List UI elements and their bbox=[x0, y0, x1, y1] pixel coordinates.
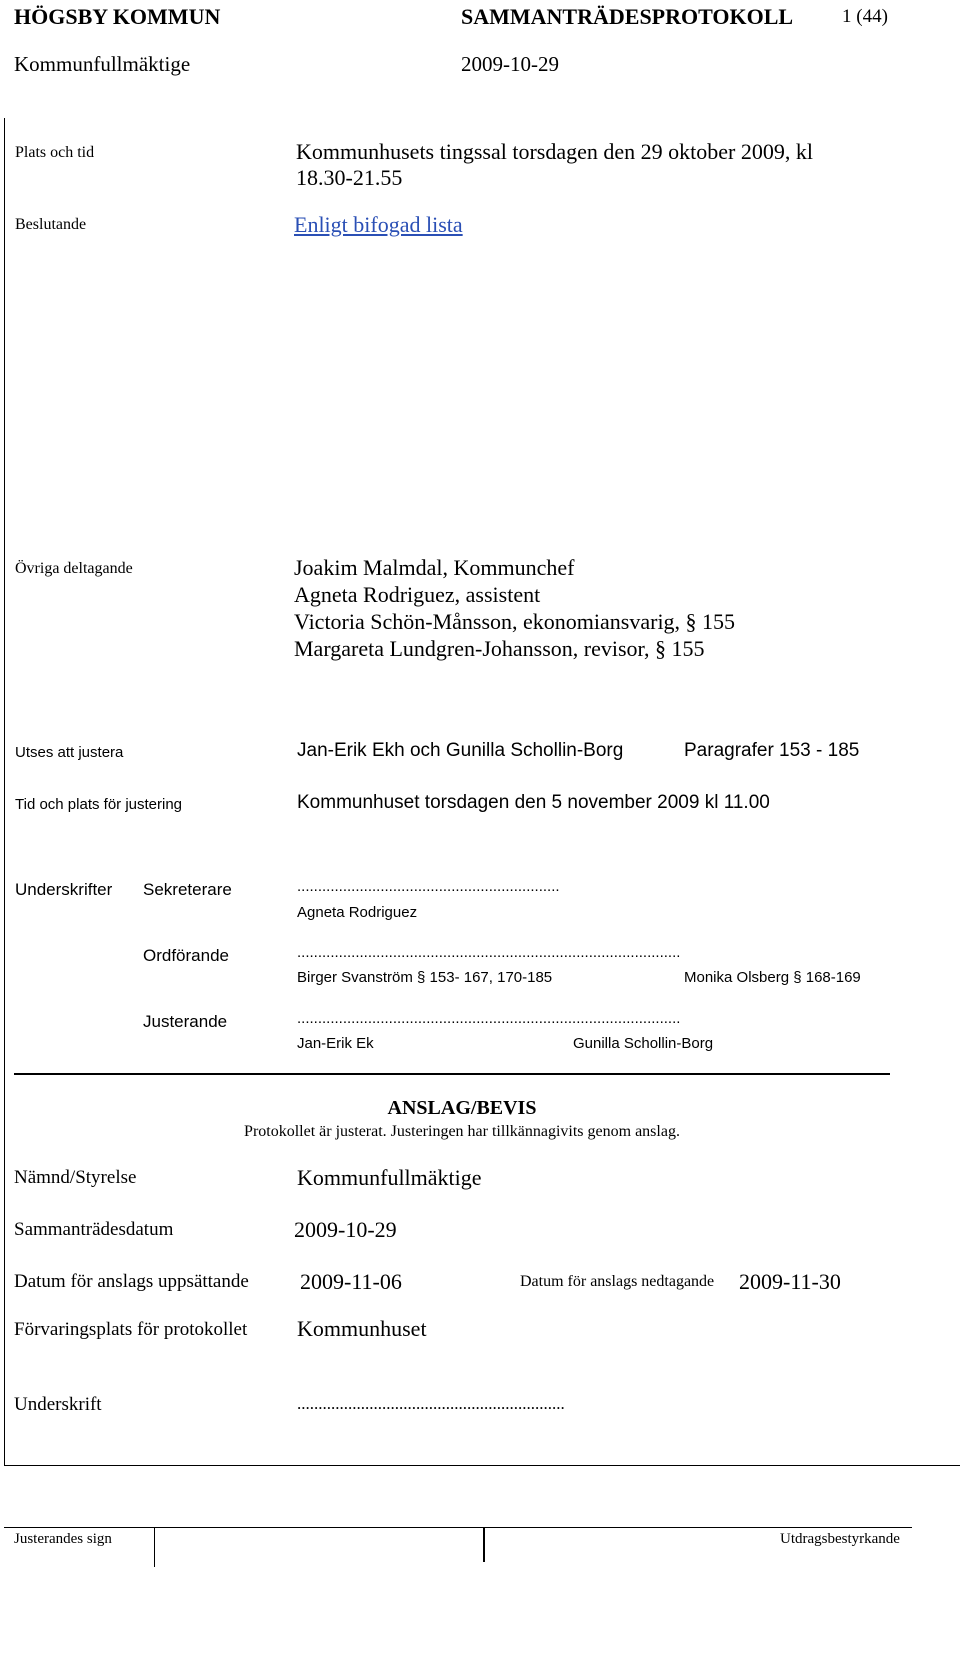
adjuster-name-1: Jan-Erik Ek bbox=[297, 1035, 374, 1052]
footer-left-divider bbox=[154, 1527, 155, 1567]
others-label: Övriga deltagande bbox=[15, 560, 133, 577]
footer-center-divider bbox=[483, 1527, 485, 1562]
deciders-label: Beslutande bbox=[15, 216, 87, 233]
footer-line bbox=[4, 1527, 912, 1528]
adjust-names: Jan-Erik Ekh och Gunilla Schollin-Borg bbox=[297, 740, 624, 761]
others-line: Margareta Lundgren-Johansson, revisor, § 155 bbox=[294, 636, 705, 661]
frame-left-line bbox=[4, 118, 5, 1466]
secretary-name: Agneta Rodriguez bbox=[297, 904, 418, 921]
secretary-label: Sekreterare bbox=[143, 880, 232, 899]
adjust-time-value: Kommunhuset torsdagen den 5 november 2009 kl 11.00 bbox=[297, 792, 770, 813]
adjuster-name-2: Gunilla Schollin-Borg bbox=[573, 1035, 714, 1052]
header-body: Kommunfullmäktige bbox=[14, 52, 191, 76]
signatures-label: Underskrifter bbox=[15, 880, 113, 899]
adjust-time-label: Tid och plats för justering bbox=[15, 796, 183, 813]
removed-label: Datum för anslags nedtagande bbox=[520, 1273, 715, 1290]
page-number: 1 (44) bbox=[842, 6, 888, 27]
secretary-signature-line: ............................................................... bbox=[297, 878, 560, 895]
document-type: SAMMANTRÄDESPROTOKOLL bbox=[461, 4, 794, 29]
sign-label: Underskrift bbox=[14, 1394, 102, 1415]
board-label: Nämnd/Styrelse bbox=[14, 1167, 137, 1188]
adjust-paragraphs: Paragrafer 153 - 185 bbox=[684, 740, 860, 761]
posted-label: Datum för anslags uppsättande bbox=[14, 1271, 249, 1292]
place-line1: Kommunhusets tingssal torsdagen den 29 oktober 2009, kl bbox=[296, 139, 813, 164]
frame-bottom-line bbox=[4, 1465, 960, 1466]
deciders-link[interactable]: Enligt bifogad lista bbox=[294, 212, 463, 237]
chair-signature-line: ............................................................................................ bbox=[297, 944, 681, 961]
notice-subtitle: Protokollet är justerat. Justeringen har tillkännagivits genom anslag. bbox=[244, 1123, 680, 1140]
storage-value: Kommunhuset bbox=[297, 1316, 427, 1341]
others-line: Victoria Schön-Månsson, ekonomiansvarig, § 155 bbox=[294, 609, 736, 634]
place-line2: 18.30-21.55 bbox=[296, 165, 403, 190]
footer-right-text: Utdragsbestyrkande bbox=[780, 1531, 900, 1547]
others-line: Agneta Rodriguez, assistent bbox=[294, 582, 541, 607]
municipality-name: HÖGSBY KOMMUN bbox=[14, 4, 221, 29]
others-line: Joakim Malmdal, Kommunchef bbox=[294, 555, 575, 580]
notice-title: ANSLAG/BEVIS bbox=[387, 1097, 537, 1119]
chair-name-2: Monika Olsberg § 168-169 bbox=[684, 969, 861, 986]
sign-line: ............................................................... bbox=[297, 1394, 565, 1413]
storage-label: Förvaringsplats för protokollet bbox=[14, 1319, 248, 1340]
meeting-date-label: Sammanträdesdatum bbox=[14, 1219, 174, 1240]
adjuster-label: Justerande bbox=[143, 1012, 228, 1031]
board-value: Kommunfullmäktige bbox=[297, 1165, 482, 1190]
adjust-label: Utses att justera bbox=[15, 744, 124, 761]
section-divider bbox=[14, 1073, 890, 1075]
chair-name-1: Birger Svanström § 153- 167, 170-185 bbox=[297, 969, 553, 986]
chair-label: Ordförande bbox=[143, 946, 229, 965]
place-label: Plats och tid bbox=[15, 144, 95, 161]
posted-value: 2009-11-06 bbox=[300, 1269, 402, 1294]
removed-value: 2009-11-30 bbox=[739, 1269, 841, 1294]
footer-left-text: Justerandes sign bbox=[14, 1531, 112, 1547]
adjuster-signature-line: ............................................................................................ bbox=[297, 1010, 681, 1027]
header-date: 2009-10-29 bbox=[461, 52, 559, 76]
meeting-date-value: 2009-10-29 bbox=[294, 1217, 397, 1242]
